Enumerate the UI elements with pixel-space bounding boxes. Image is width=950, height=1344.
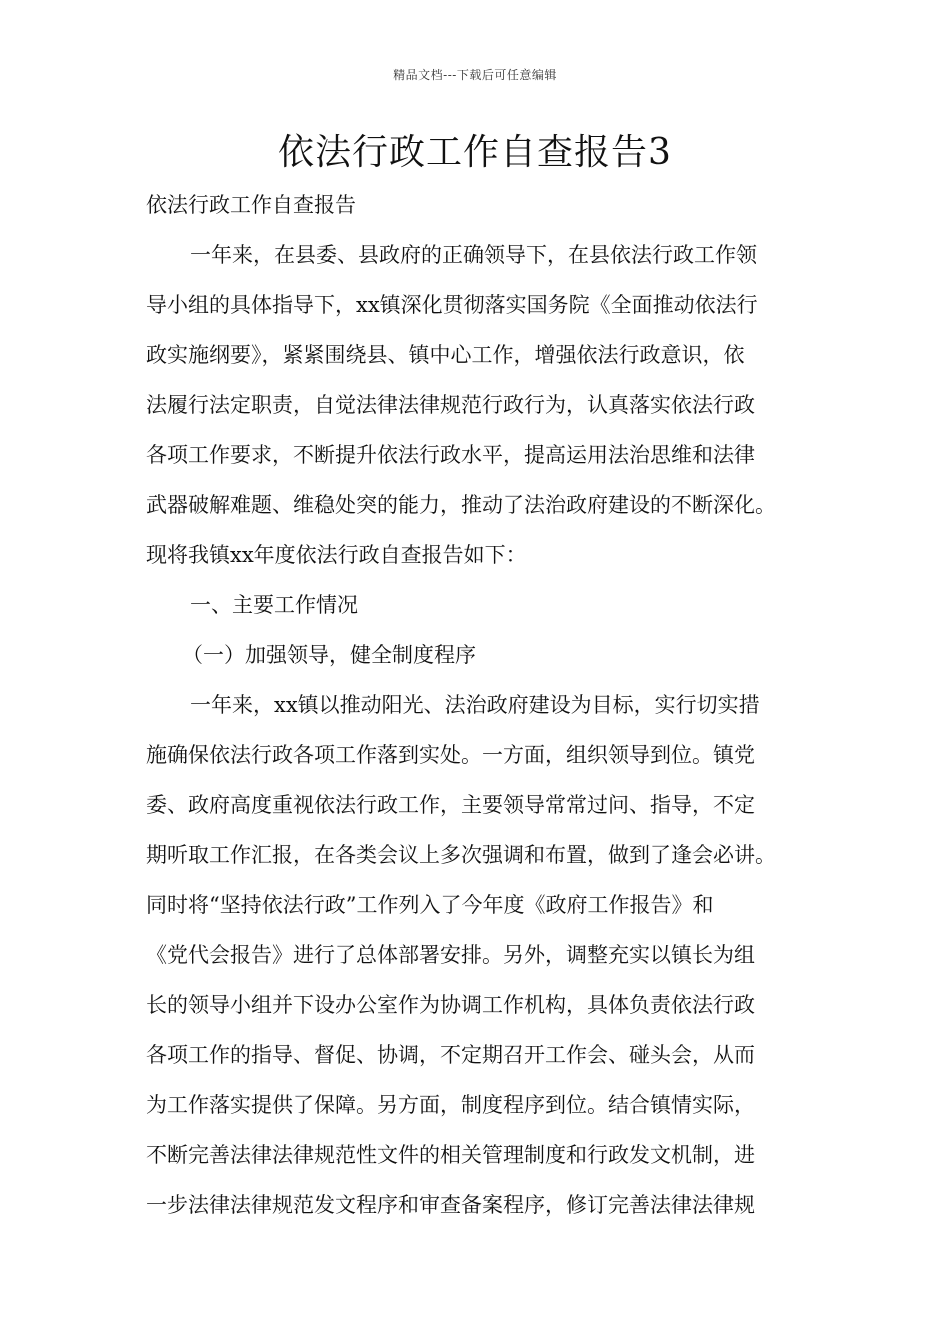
paragraph-line: 施确保依法行政各项工作落到实处。一方面，组织领导到位。镇党 [146,743,755,767]
paragraph-line: 一年来，xx镇以推动阳光、法治政府建设为目标，实行切实措 [190,693,760,717]
subtitle-line: 依法行政工作自查报告 [146,193,356,217]
paragraph-line: 法履行法定职责，自觉法律法律规范行政行为，认真落实依法行政 [146,393,755,417]
paragraph-line: 各项工作的指导、督促、协调，不定期召开工作会、碰头会，从而 [146,1043,755,1067]
paragraph-line: 期听取工作汇报，在各类会议上多次强调和布置，做到了逢会必讲。 [146,843,776,867]
paragraph-line: 为工作落实提供了保障。另方面，制度程序到位。结合镇情实际， [146,1093,755,1117]
paragraph-line: 各项工作要求，不断提升依法行政水平，提高运用法治思维和法律 [146,443,755,467]
paragraph-line: 长的领导小组并下设办公室作为协调工作机构，具体负责依法行政 [146,993,755,1017]
paragraph-line: 武器破解难题、维稳处突的能力，推动了法治政府建设的不断深化。 [146,493,776,517]
paragraph-line: 不断完善法律法律规范性文件的相关管理制度和行政发文机制，进 [146,1143,755,1167]
paragraph-line: 政实施纲要》，紧紧围绕县、镇中心工作，增强依法行政意识，依 [146,343,745,367]
section-heading: 一、主要工作情况 [190,593,358,617]
paragraph-line: 《党代会报告》进行了总体部署安排。另外，调整充实以镇长为组 [146,943,755,967]
header-note: 精品文档---下载后可任意编辑 [393,68,557,82]
document-body [146,180,822,1230]
paragraph-line: 导小组的具体指导下，xx镇深化贯彻落实国务院《全面推动依法行 [146,293,758,317]
paragraph-line: 一步法律法律规范发文程序和审查备案程序，修订完善法律法律规 [146,1193,755,1217]
paragraph-line: 委、政府高度重视依法行政工作，主要领导常常过问、指导，不定 [146,793,755,817]
paragraph-line: 一年来，在县委、县政府的正确领导下，在县依法行政工作领 [190,243,757,267]
subsection-heading: （一）加强领导，健全制度程序 [182,643,476,667]
paragraph-line: 同时将“坚持依法行政”工作列入了今年度《政府工作报告》和 [146,893,714,917]
document-title: 依法行政工作自查报告3 [278,132,672,173]
paragraph-line: 现将我镇xx年度依法行政自查报告如下： [146,543,527,567]
